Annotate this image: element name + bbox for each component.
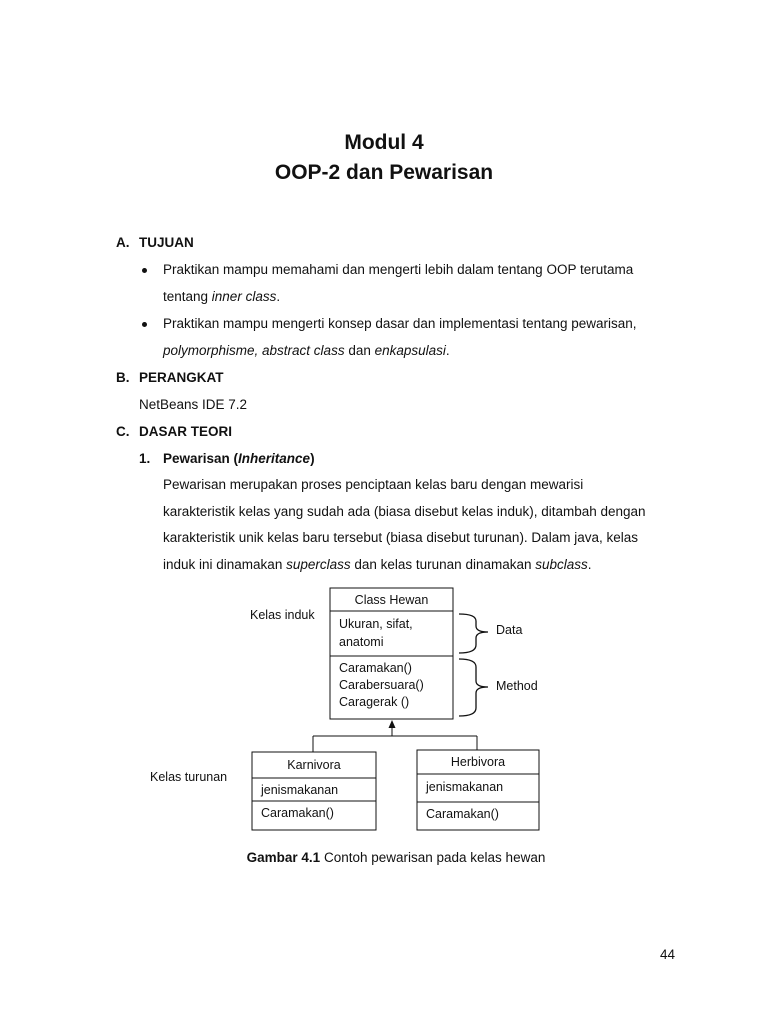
child-class-attr: jenismakanan — [426, 780, 504, 794]
arrowhead-icon — [389, 720, 396, 728]
section-c-marker: C. — [116, 424, 130, 439]
subsection-1-heading: Pewarisan (Inheritance) — [163, 451, 315, 466]
parent-data-line: Ukuran, sifat, — [339, 617, 413, 631]
label-child-class: Kelas turunan — [150, 770, 228, 784]
bullet-1-line-2: tentang inner class. — [163, 289, 281, 304]
brace-label-method: Method — [496, 679, 538, 693]
figure-caption: Gambar 4.1 Contoh pewarisan pada kelas hewan — [246, 850, 546, 865]
bullet-2-line-2: polymorphisme, abstract class dan enkapsulasi. — [163, 343, 450, 358]
bullet-2-line-1: Praktikan mampu mengerti konsep dasar dan implementasi tentang pewarisan, — [163, 316, 637, 331]
bullet-icon — [142, 322, 147, 327]
section-a-heading: TUJUAN — [139, 235, 194, 250]
parent-class-name: Class Hewan — [354, 593, 429, 607]
subsection-1-marker: 1. — [139, 451, 151, 466]
page-subtitle: OOP-2 dan Pewarisan — [274, 161, 494, 184]
paragraph-line-4: induk ini dinamakan superclass dan kelas turunan dinamakan subclass. — [163, 557, 592, 572]
brace-label-data: Data — [496, 623, 523, 637]
section-c-heading: DASAR TEORI — [139, 424, 233, 439]
parent-data-line: anatomi — [339, 635, 384, 649]
child-class-name: Karnivora — [287, 758, 341, 772]
section-a-marker: A. — [116, 235, 130, 250]
page-title: Modul 4 — [344, 131, 424, 154]
data-brace — [459, 614, 488, 653]
paragraph-line-2: karakteristik kelas yang sudah ada (biasa disebut kelas induk), ditambah dengan — [163, 504, 646, 519]
page-number: 44 — [660, 947, 676, 962]
parent-class-box — [330, 588, 453, 719]
child-class-box-herbivora — [417, 750, 539, 830]
bullet-1-line-1: Praktikan mampu memahami dan mengerti lebih dalam tentang OOP terutama — [163, 262, 634, 277]
method-brace — [459, 659, 488, 716]
child-class-method: Caramakan() — [261, 806, 334, 820]
inheritance-connector — [313, 720, 477, 752]
bullet-icon — [142, 268, 147, 273]
label-parent-class: Kelas induk — [250, 608, 315, 622]
child-class-attr: jenismakanan — [261, 783, 339, 797]
child-class-box-karnivora — [252, 752, 376, 830]
child-class-method: Caramakan() — [426, 807, 499, 821]
section-b-body: NetBeans IDE 7.2 — [139, 397, 248, 412]
child-class-name: Herbivora — [450, 755, 506, 769]
paragraph-line-3: karakteristik unik kelas baru tersebut (biasa disebut turunan). Dalam java, kelas — [163, 530, 638, 545]
section-b-heading: PERANGKAT — [139, 370, 224, 385]
parent-method-line: Carabersuara() — [339, 678, 424, 692]
parent-method-line: Caragerak () — [339, 695, 410, 709]
section-b-marker: B. — [116, 370, 130, 385]
paragraph-line-1: Pewarisan merupakan proses penciptaan kelas baru dengan mewarisi — [163, 477, 584, 492]
parent-method-line: Caramakan() — [339, 661, 412, 675]
